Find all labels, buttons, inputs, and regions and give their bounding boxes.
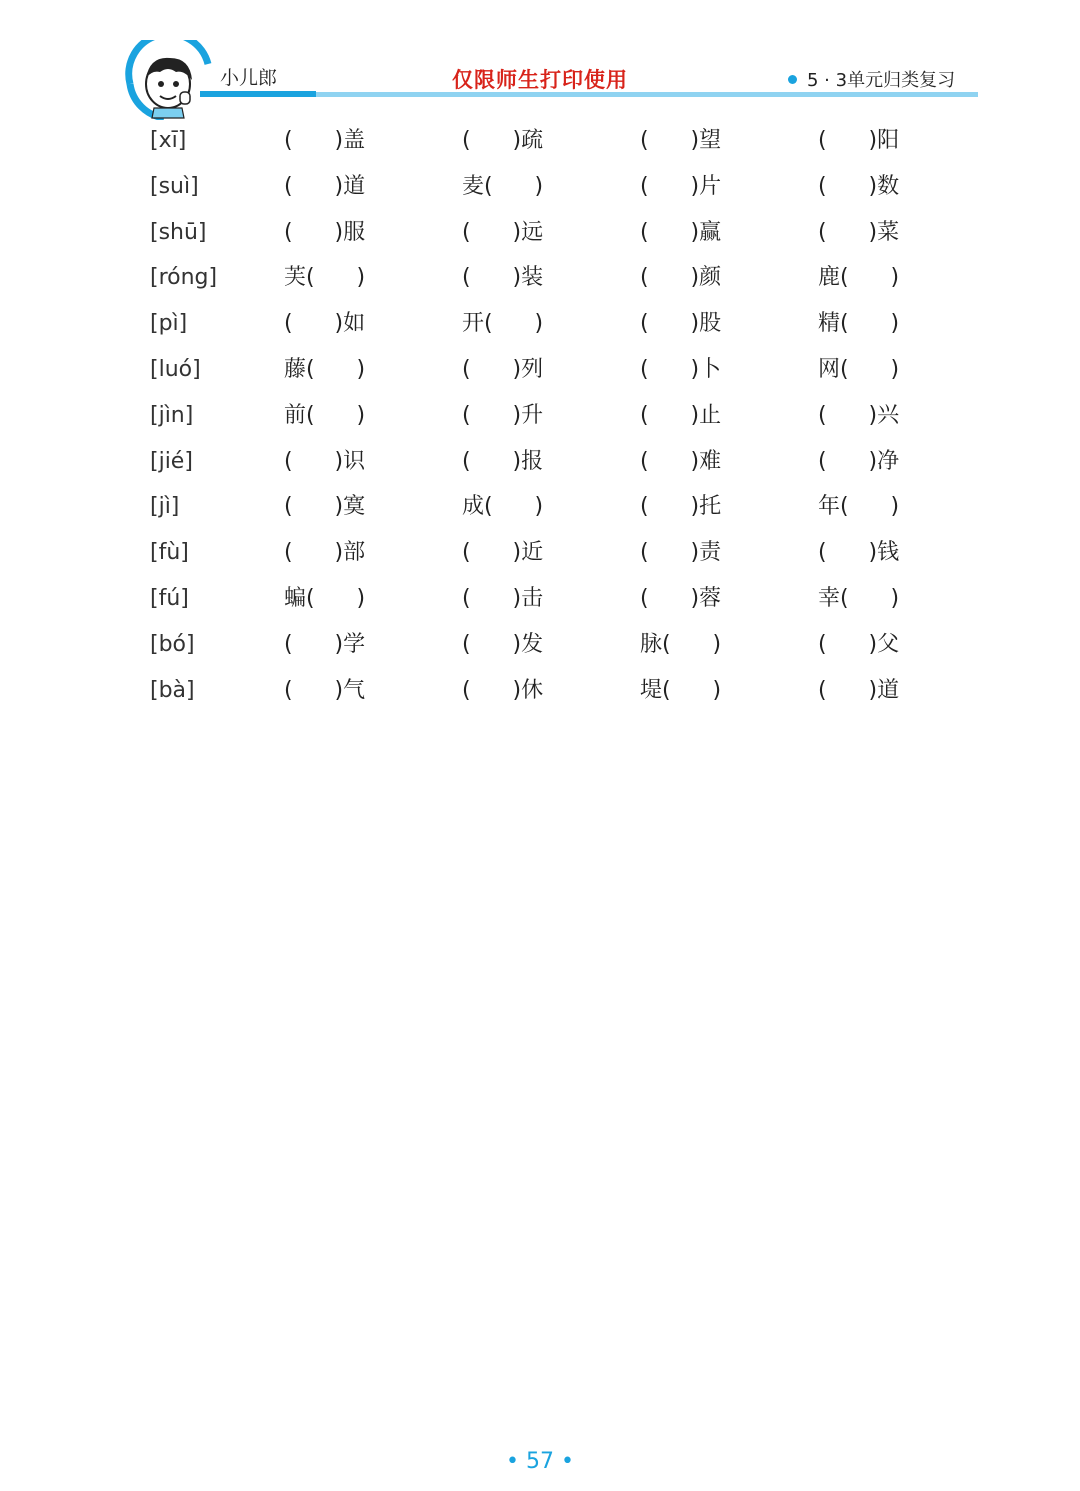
fill-blank[interactable]: ( )股 — [640, 311, 722, 337]
fill-blank[interactable]: ( )远 — [462, 219, 544, 245]
fill-blank[interactable]: ( )颜 — [640, 265, 722, 291]
cartoon-boy-logo — [124, 40, 216, 120]
fill-blank[interactable]: ( )净 — [818, 448, 900, 474]
fill-blank[interactable]: 堤( ) — [640, 677, 722, 703]
fill-blank[interactable]: ( )菜 — [818, 219, 900, 245]
fill-blank[interactable]: ( )道 — [818, 677, 900, 703]
fill-blank[interactable]: ( )列 — [462, 356, 544, 382]
exercise-row — [0, 439, 1080, 485]
header-rule-dark — [200, 91, 316, 97]
fill-blank[interactable]: ( )父 — [818, 631, 900, 657]
fill-blank[interactable]: ( )识 — [284, 448, 366, 474]
fill-blank[interactable]: ( )望 — [640, 128, 722, 153]
pinyin-label: [bà] — [150, 677, 195, 703]
fill-blank[interactable]: ( )蓉 — [640, 585, 722, 611]
fill-blank[interactable]: ( )钱 — [818, 540, 900, 566]
pinyin-label: [luó] — [150, 356, 201, 382]
fill-blank[interactable]: 网( ) — [818, 356, 900, 382]
pinyin-label: [jié] — [150, 448, 193, 474]
homophone-exercise — [0, 118, 1080, 713]
print-notice: 仅限师生打印使用 — [452, 68, 628, 92]
fill-blank[interactable]: ( )责 — [640, 540, 722, 566]
fill-blank[interactable]: 成( ) — [462, 494, 544, 520]
pinyin-label: [bó] — [150, 631, 195, 657]
pinyin-label: [fú] — [150, 585, 189, 611]
fill-blank[interactable]: ( )休 — [462, 677, 544, 703]
unit-title-text: 5 · 3单元归类复习 — [807, 70, 956, 91]
fill-blank[interactable]: 脉( ) — [640, 631, 722, 657]
exercise-row — [0, 668, 1080, 714]
exercise-row — [0, 622, 1080, 668]
pinyin-label: [shū] — [150, 219, 207, 245]
fill-blank[interactable]: 芙( ) — [284, 265, 366, 291]
exercise-row — [0, 118, 1080, 164]
exercise-row — [0, 484, 1080, 530]
fill-blank[interactable]: ( )气 — [284, 677, 366, 703]
exercise-row — [0, 530, 1080, 576]
pinyin-label: [fù] — [150, 540, 189, 566]
pinyin-label: [pì] — [150, 311, 188, 337]
fill-blank[interactable]: ( )装 — [462, 265, 544, 291]
fill-blank[interactable]: ( )学 — [284, 631, 366, 657]
fill-blank[interactable]: 藤( ) — [284, 356, 366, 382]
exercise-row — [0, 393, 1080, 439]
fill-blank[interactable]: ( )卜 — [640, 356, 722, 382]
fill-blank[interactable]: ( )升 — [462, 402, 544, 428]
fill-blank[interactable]: ( )疏 — [462, 128, 544, 153]
fill-blank[interactable]: ( )赢 — [640, 219, 722, 245]
fill-blank[interactable]: ( )道 — [284, 173, 366, 199]
fill-blank[interactable]: ( )寞 — [284, 494, 366, 520]
fill-blank[interactable]: 年( ) — [818, 494, 900, 520]
fill-blank[interactable]: 麦( ) — [462, 173, 544, 199]
fill-blank[interactable]: ( )服 — [284, 219, 366, 245]
fill-blank[interactable]: ( )托 — [640, 494, 722, 520]
fill-blank[interactable]: ( )如 — [284, 311, 366, 337]
fill-blank[interactable]: 蝙( ) — [284, 585, 366, 611]
exercise-row — [0, 301, 1080, 347]
exercise-row — [0, 576, 1080, 622]
pinyin-label: [suì] — [150, 173, 199, 199]
fill-blank[interactable]: ( )数 — [818, 173, 900, 199]
fill-blank[interactable]: ( )近 — [462, 540, 544, 566]
fill-blank[interactable]: ( )止 — [640, 402, 722, 428]
page-number: • 57 • — [506, 1449, 574, 1474]
fill-blank[interactable]: ( )兴 — [818, 402, 900, 428]
fill-blank[interactable]: 幸( ) — [818, 585, 900, 611]
fill-blank[interactable]: ( )盖 — [284, 128, 366, 153]
pinyin-label: [róng] — [150, 265, 218, 291]
bullet-dot-icon — [788, 75, 797, 84]
fill-blank[interactable]: ( )难 — [640, 448, 722, 474]
exercise-row — [0, 164, 1080, 210]
fill-blank[interactable]: ( )击 — [462, 585, 544, 611]
pinyin-label: [jì] — [150, 494, 180, 520]
fill-blank[interactable]: ( )部 — [284, 540, 366, 566]
exercise-row — [0, 210, 1080, 256]
exercise-row — [0, 347, 1080, 393]
fill-blank[interactable]: 前( ) — [284, 402, 366, 428]
fill-blank[interactable]: 鹿( ) — [818, 265, 900, 291]
unit-title — [788, 66, 955, 92]
fill-blank[interactable]: 开( ) — [462, 311, 544, 337]
page-header — [0, 0, 1080, 120]
fill-blank[interactable]: ( )发 — [462, 631, 544, 657]
pinyin-label: [xī] — [150, 128, 187, 153]
brand-name: 小儿郎 — [220, 67, 278, 89]
fill-blank[interactable]: ( )报 — [462, 448, 544, 474]
fill-blank[interactable]: 精( ) — [818, 311, 900, 337]
exercise-row — [0, 255, 1080, 301]
header-rule-light — [316, 92, 978, 97]
pinyin-label: [jìn] — [150, 402, 194, 428]
fill-blank[interactable]: ( )片 — [640, 173, 722, 199]
fill-blank[interactable]: ( )阳 — [818, 128, 900, 153]
